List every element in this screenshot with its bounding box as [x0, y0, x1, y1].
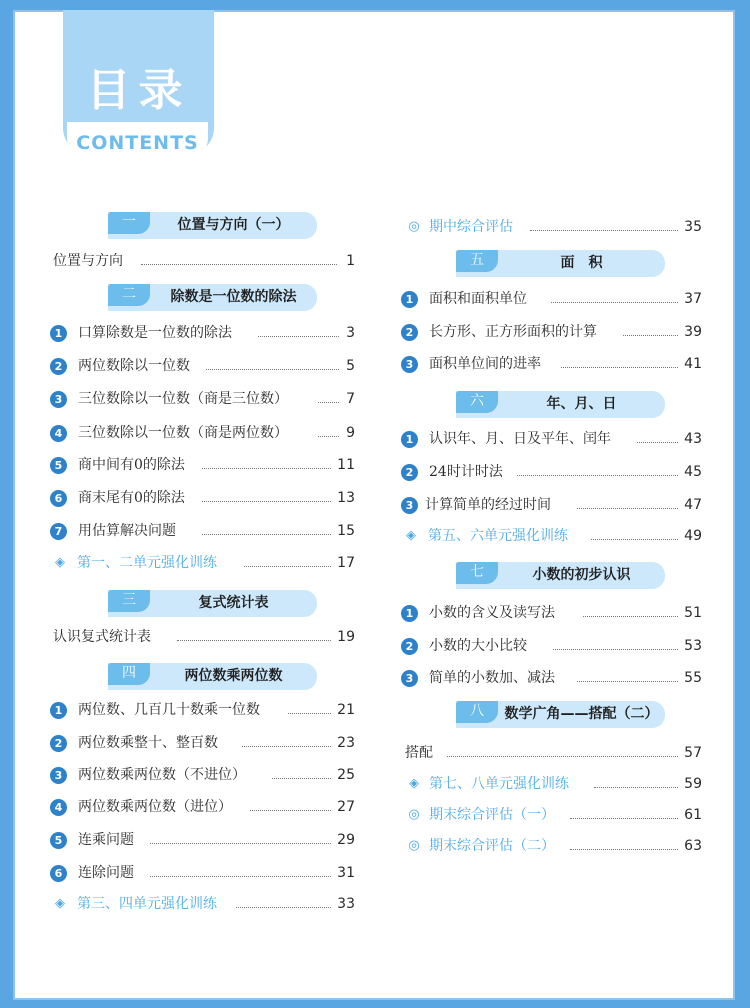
toc-entry[interactable] — [50, 795, 355, 819]
toc-entry[interactable] — [401, 320, 702, 344]
section-5[interactable] — [456, 250, 665, 277]
toc-entry[interactable] — [50, 321, 355, 345]
section-1[interactable] — [108, 212, 317, 239]
entry-text: 简单的小数加、减法 — [429, 670, 555, 686]
toc-entry[interactable] — [401, 460, 702, 484]
entry-page: 23 — [337, 735, 355, 751]
number-badge: 1 — [50, 702, 67, 719]
toc-subtitle-box — [67, 122, 208, 160]
entry-page: 47 — [684, 497, 702, 513]
toc-entry-special[interactable] — [50, 892, 355, 916]
entry-page: 51 — [684, 605, 702, 621]
entry-page: 13 — [337, 490, 355, 506]
entry-text: 第三、四单元强化训练 — [77, 896, 217, 912]
toc-entry[interactable] — [50, 763, 355, 787]
entry-page: 3 — [346, 325, 355, 341]
entry-page: 17 — [337, 555, 355, 571]
entry-text: 认识复式统计表 — [53, 629, 151, 645]
toc-entry[interactable] — [50, 731, 355, 755]
entry-page: 9 — [346, 425, 355, 441]
section-title: 复式统计表 — [198, 595, 269, 611]
toc-entry[interactable] — [401, 352, 702, 376]
entry-text: 认识年、月、日及平年、闰年 — [429, 431, 611, 447]
entry-page: 27 — [337, 799, 355, 815]
toc-entry-special[interactable] — [404, 834, 702, 858]
section-7[interactable] — [456, 562, 665, 589]
section-number: 六 — [456, 391, 498, 413]
number-badge: 5 — [50, 832, 67, 849]
section-title: 位置与方向（一） — [177, 217, 290, 233]
entry-text: 两位数除以一位数 — [78, 358, 190, 374]
entry-text: 长方形、正方形面积的计算 — [429, 324, 597, 340]
diamond-icon: ◈ — [55, 555, 65, 570]
diamond-icon: ◈ — [55, 896, 65, 911]
entry-text: 第七、八单元强化训练 — [429, 776, 569, 792]
circle-icon: ◎ — [408, 838, 420, 853]
toc-entry[interactable] — [405, 741, 702, 765]
toc-entry[interactable] — [53, 249, 355, 273]
entry-text: 商末尾有0的除法 — [78, 490, 185, 506]
toc-entry[interactable] — [50, 861, 355, 885]
section-number: 七 — [456, 562, 498, 584]
entry-page: 57 — [684, 745, 702, 761]
entry-text: 位置与方向 — [53, 253, 123, 269]
entry-page: 11 — [337, 457, 355, 473]
entry-page: 19 — [337, 629, 355, 645]
diamond-icon: ◈ — [406, 528, 416, 543]
section-3[interactable] — [108, 590, 317, 617]
number-badge: 6 — [50, 865, 67, 882]
number-badge: 1 — [401, 431, 418, 448]
section-8[interactable] — [456, 701, 665, 728]
toc-entry-special[interactable] — [401, 524, 702, 548]
toc-entry-special[interactable] — [404, 803, 702, 827]
section-4[interactable] — [108, 663, 317, 690]
entry-page: 53 — [684, 638, 702, 654]
number-badge: 2 — [401, 324, 418, 341]
toc-entry[interactable] — [401, 601, 702, 625]
number-badge: 3 — [401, 497, 418, 514]
entry-text: 期中综合评估 — [429, 219, 513, 235]
section-title: 面 积 — [560, 255, 603, 271]
entry-text: 第五、六单元强化训练 — [428, 528, 568, 544]
entry-text: 期末综合评估（一） — [429, 807, 555, 823]
entry-page: 29 — [337, 832, 355, 848]
section-number: 三 — [108, 590, 150, 612]
number-badge: 2 — [401, 638, 418, 655]
toc-entry[interactable] — [50, 453, 355, 477]
toc-entry-special[interactable] — [404, 215, 702, 239]
entry-text: 期末综合评估（二） — [429, 838, 555, 854]
toc-entry[interactable] — [50, 354, 355, 378]
number-badge: 3 — [401, 670, 418, 687]
entry-page: 15 — [337, 523, 355, 539]
number-badge: 4 — [50, 425, 67, 442]
section-title: 数学广角——搭配（二） — [504, 706, 659, 722]
toc-entry[interactable] — [50, 486, 355, 510]
number-badge: 3 — [50, 767, 67, 784]
number-badge: 2 — [50, 735, 67, 752]
number-badge: 3 — [50, 391, 67, 408]
entry-page: 49 — [684, 528, 702, 544]
toc-subtitle: CONTENTS — [76, 132, 199, 154]
toc-entry[interactable] — [50, 519, 355, 543]
entry-text: 面积和面积单位 — [429, 291, 527, 307]
entry-text: 三位数除以一位数（商是两位数） — [78, 425, 288, 441]
entry-page: 63 — [684, 838, 702, 854]
entry-page: 59 — [684, 776, 702, 792]
toc-entry-special[interactable] — [50, 551, 355, 575]
section-number: 二 — [108, 284, 150, 306]
section-number: 四 — [108, 663, 150, 685]
toc-entry[interactable] — [401, 493, 702, 517]
section-title: 小数的初步认识 — [532, 567, 631, 583]
entry-text: 小数的大小比较 — [429, 638, 527, 654]
entry-text: 口算除数是一位数的除法 — [78, 325, 232, 341]
section-number: 五 — [456, 250, 498, 272]
circle-icon: ◎ — [408, 807, 420, 822]
number-badge: 1 — [401, 291, 418, 308]
entry-text: 两位数乘两位数（进位） — [78, 799, 232, 815]
entry-text: 计算简单的经过时间 — [425, 497, 551, 513]
number-badge: 5 — [50, 457, 67, 474]
entry-page: 5 — [346, 358, 355, 374]
entry-page: 7 — [346, 391, 355, 407]
toc-entry[interactable] — [401, 287, 702, 311]
entry-text: 24时计时法 — [429, 464, 503, 480]
entry-page: 33 — [337, 896, 355, 912]
number-badge: 1 — [50, 325, 67, 342]
section-title: 年、月、日 — [546, 396, 617, 412]
entry-text: 两位数乘两位数（不进位） — [78, 767, 246, 783]
entry-text: 搭配 — [405, 745, 433, 761]
toc-header — [63, 10, 214, 154]
toc-entry-special[interactable] — [404, 772, 702, 796]
toc-entry[interactable] — [50, 698, 355, 722]
entry-text: 用估算解决问题 — [78, 523, 176, 539]
toc-entry[interactable] — [401, 427, 702, 451]
entry-page: 61 — [684, 807, 702, 823]
entry-page: 37 — [684, 291, 702, 307]
entry-page: 25 — [337, 767, 355, 783]
entry-text: 连乘问题 — [78, 832, 134, 848]
entry-page: 21 — [337, 702, 355, 718]
number-badge: 3 — [401, 356, 418, 373]
entry-text: 三位数除以一位数（商是三位数） — [78, 391, 288, 407]
entry-page: 39 — [684, 324, 702, 340]
entry-text: 两位数、几百几十数乘一位数 — [78, 702, 260, 718]
section-title: 除数是一位数的除法 — [170, 289, 297, 305]
entry-text: 第一、二单元强化训练 — [77, 555, 217, 571]
entry-page: 43 — [684, 431, 702, 447]
entry-page: 55 — [684, 670, 702, 686]
toc-entry[interactable] — [53, 625, 355, 649]
section-6[interactable] — [456, 391, 665, 418]
entry-text: 连除问题 — [78, 865, 134, 881]
toc-title: 目录 — [86, 65, 191, 116]
circle-icon: ◎ — [408, 219, 420, 234]
section-2[interactable] — [108, 284, 317, 311]
section-number: 八 — [456, 701, 498, 723]
diamond-icon: ◈ — [409, 776, 419, 791]
entry-page: 1 — [346, 253, 355, 269]
entry-text: 面积单位间的进率 — [429, 356, 541, 372]
entry-page: 41 — [684, 356, 702, 372]
toc-entry[interactable] — [50, 387, 355, 411]
toc-entry[interactable] — [401, 666, 702, 690]
section-number: 一 — [108, 212, 150, 234]
entry-text: 两位数乘整十、整百数 — [78, 735, 218, 751]
number-badge: 2 — [401, 464, 418, 481]
entry-page: 35 — [684, 219, 702, 235]
toc-entry[interactable] — [401, 634, 702, 658]
entry-text: 商中间有0的除法 — [78, 457, 185, 473]
toc-entry[interactable] — [50, 421, 355, 445]
entry-page: 45 — [684, 464, 702, 480]
toc-entry[interactable] — [50, 828, 355, 852]
number-badge: 7 — [50, 523, 67, 540]
section-title: 两位数乘两位数 — [184, 668, 283, 684]
number-badge: 6 — [50, 490, 67, 507]
number-badge: 4 — [50, 799, 67, 816]
number-badge: 2 — [50, 358, 67, 375]
entry-text: 小数的含义及读写法 — [429, 605, 555, 621]
entry-page: 31 — [337, 865, 355, 881]
number-badge: 1 — [401, 605, 418, 622]
